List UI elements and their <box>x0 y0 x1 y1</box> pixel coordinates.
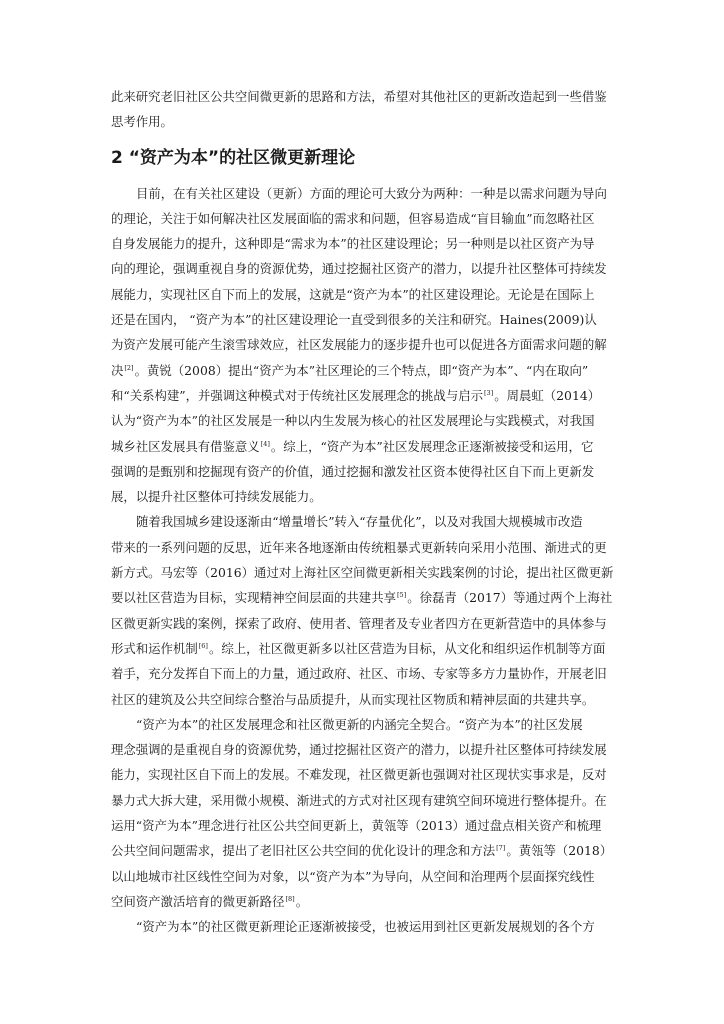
line-text: 理念强调的是重视自身的资源优势，通过挖掘社区资产的潜力，以提升社区整体可持续发展 <box>111 742 607 758</box>
intro-paragraph <box>111 84 616 135</box>
text-line <box>111 914 616 939</box>
text-line <box>111 383 616 408</box>
text-line <box>111 535 616 560</box>
line-text: 目前，在有关社区建设（更新）方面的理论可大致分为两种：一种是以需求问题为导向 <box>136 185 607 201</box>
text-line <box>111 585 616 610</box>
text-line <box>111 712 616 737</box>
text-line <box>111 864 616 889</box>
text-line: 思考作用。 <box>111 114 173 130</box>
text-line <box>111 307 616 332</box>
line-text-continued: 。周晨虹（2014） <box>494 387 601 403</box>
line-text: 城乡社区发展具有借鉴意义 <box>111 438 260 454</box>
citation-marker: [7] <box>496 844 506 853</box>
citation-marker: [6] <box>198 641 208 650</box>
line-text-continued: 。 <box>295 893 309 909</box>
text-line <box>111 737 616 762</box>
line-text: 暴力式大拆大建，采用微小规模、渐进式的方式对社区现有建筑空间环境进行整体提升。在 <box>111 792 607 808</box>
citation-marker: [5] <box>396 591 407 600</box>
text-line <box>111 611 616 636</box>
page-content <box>111 84 616 940</box>
paragraph-application <box>111 914 616 939</box>
line-text: 公共空间问题需求，提出了老旧社区公共空间的优化设计的理念和方法 <box>111 843 496 859</box>
text-line <box>111 484 616 509</box>
line-text-continued: 。综上，“资产为本”社区发展理念正逐渐被接受和运用，它 <box>270 438 594 454</box>
line-text-continued: 。黄锐（2008）提出“资产为本”社区理论的三个特点，即“资产为本”、“内在取向” <box>134 362 589 378</box>
line-text: 能力，实现社区自下而上的发展。不难发现，社区微更新也强调对社区现状实事求是，反对 <box>111 767 607 783</box>
line-text-continued: 。徐磊青（2017）等通过两个上海社 <box>407 590 613 606</box>
line-text: 着手，充分发挥自下而上的力量，通过政府、社区、市场、专家等多方力量协作，开展老旧 <box>111 666 607 682</box>
line-text: 带来的一系列问题的反思，近年来各地逐渐由传统粗暴式更新转向采用小范围、渐进式的更 <box>111 539 607 555</box>
line-text: 区微更新实践的案例，探索了政府、使用者、管理者及专业者四方在更新营造中的具体参与 <box>111 615 607 631</box>
line-text: 形式和运作机制 <box>111 640 198 656</box>
line-text: 决 <box>111 362 124 378</box>
line-text-continued: 。黄瓴等（2018） <box>506 843 613 859</box>
citation-marker: [3] <box>484 388 494 397</box>
text-line <box>111 231 616 256</box>
line-text: 认为“资产为本”的社区发展是一种以内生发展为核心的社区发展理论与实践模式，对我国 <box>111 413 595 429</box>
line-text: 运用“资产为本”理念进行社区公共空间更新上，黄瓴等（2013）通过盘点相关资产和梳理 <box>111 818 602 834</box>
line-text: 新方式。马宏等（2016）通过对上海社区空间微更新相关实践案例的讨论，提出社区微更新 <box>111 565 614 581</box>
text-line <box>111 408 616 433</box>
text-line <box>111 459 616 484</box>
line-text: 社区的建筑及公共空间综合整治与品质提升，从而实现社区物质和精神层面的共建共享。 <box>111 691 595 707</box>
line-text: 还是在国内， “资产为本”的社区建设理论一直受到很多的关注和研究。Haines(2009)认 <box>111 312 597 328</box>
text-line <box>111 788 616 813</box>
line-text: 的理论，关注于如何解决社区发展面临的需求和问题，但容易造成“盲目输血”而忽略社区 <box>111 210 595 226</box>
line-text: “资产为本”的社区发展理念和社区微更新的内涵完全契合。“资产为本”的社区发展 <box>136 716 583 732</box>
line-text: 以山地城市社区线性空间为对象，以“资产为本”为导向，从空间和治理两个层面探究线性 <box>111 868 595 884</box>
paragraph-asset-based-theory <box>111 181 616 510</box>
text-line <box>111 813 616 838</box>
line-text: “资产为本”的社区微更新理论正逐渐被接受，也被运用到社区更新发展规划的各个方 <box>136 919 595 935</box>
text-line <box>111 256 616 281</box>
text-line: 此来研究老旧社区公共空间微更新的思路和方法，希望对其他社区的更新改造起到一些借鉴 <box>111 89 607 104</box>
text-line <box>111 282 616 307</box>
line-text: 自身发展能力的提升，这种即是“需求为本”的社区建设理论；另一种则是以社区资产为导 <box>111 236 595 252</box>
line-text: 空间资产激活培育的微更新路径 <box>111 893 285 909</box>
text-line <box>111 181 616 206</box>
line-text: 为资产发展可能产生滚雪球效应，社区发展能力的逐步提升也可以促进各方面需求问题的解 <box>111 337 607 353</box>
text-line <box>111 661 616 686</box>
line-text: 和“关系构建”，并强调这种模式对于传统社区发展理念的挑战与启示 <box>111 387 483 403</box>
line-text-continued: 。综上，社区微更新多以社区营造为目标，从文化和组织运作机制等方面 <box>208 640 606 656</box>
section-heading: 2 “资产为本”的社区微更新理论 <box>111 147 356 168</box>
text-line <box>111 560 616 585</box>
citation-marker: [2] <box>124 363 134 372</box>
citation-marker: [8] <box>285 894 295 903</box>
text-line <box>111 509 616 534</box>
text-line <box>111 206 616 231</box>
line-text: 强调的是甄别和挖掘现有资产的价值，通过挖掘和激发社区资本使得社区自下而上更新发 <box>111 463 595 479</box>
line-text: 向的理论，强调重视自身的资源优势，通过挖掘社区资产的潜力，以提升社区整体可持续发 <box>111 261 607 277</box>
line-text: 展能力，实现社区自下而上的发展，这就是“资产为本”的社区建设理论。无论是在国际上 <box>111 286 595 302</box>
line-text: 随着我国城乡建设逐渐由“增量增长”转入“存量优化”，以及对我国大规模城市改造 <box>136 514 583 530</box>
paragraph-micro-renewal-practice <box>111 509 616 711</box>
text-line <box>111 762 616 787</box>
text-line <box>111 889 616 914</box>
text-line <box>111 434 616 459</box>
paragraph-theory-fit <box>111 712 616 914</box>
text-line <box>111 332 616 357</box>
text-line <box>111 687 616 712</box>
citation-marker: [4] <box>260 439 270 448</box>
text-line <box>111 636 616 661</box>
text-line <box>111 358 616 383</box>
line-text: 展，以提升社区整体可持续发展能力。 <box>111 489 322 505</box>
text-line <box>111 838 616 863</box>
line-text: 要以社区营造为目标，实现精神空间层面的共建共享 <box>111 590 396 606</box>
